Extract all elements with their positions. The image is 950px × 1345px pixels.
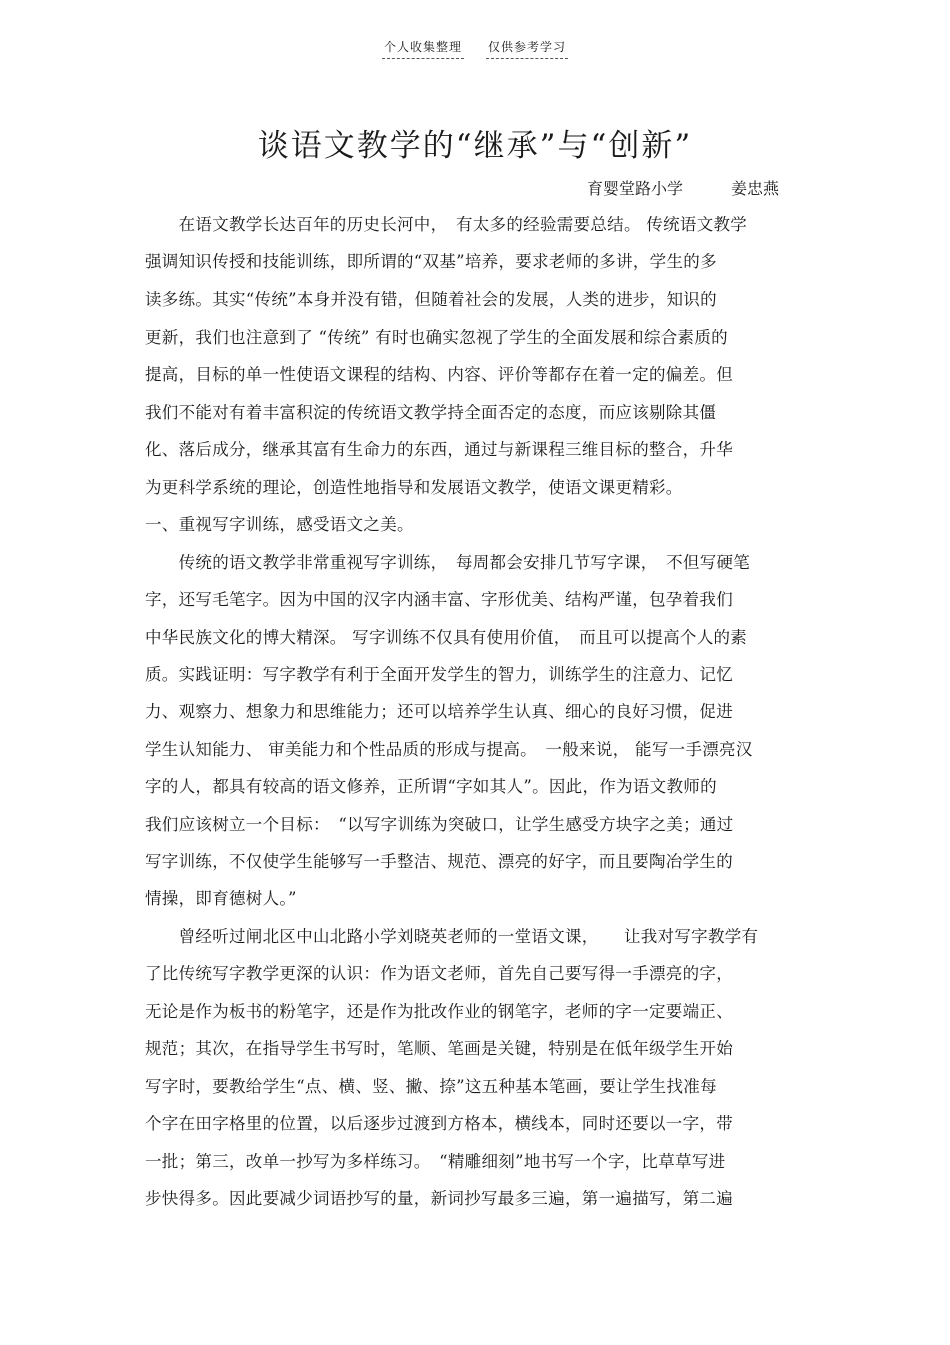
text-line: 步快得多。因此要减少词语抄写的量，新词抄写最多三遍，第一遍描写，第二遍 <box>145 1189 733 1208</box>
text-line: 我们应该树立一个目标： “以写字训练为突破口，让学生感受方块字之美；通过 <box>145 815 734 834</box>
text-line: 学生认知能力、 审美能力和个性品质的形成与提高。 一般来说， 能写一手漂亮汉 <box>145 740 753 759</box>
text-line: 情操，即育德树人。” <box>145 889 297 908</box>
text-line: 曾经听过闸北区中山北路小学刘晓英老师的一堂语文课， 让我对写字教学有 <box>145 927 759 946</box>
text-line: 提高，目标的单一性使语文课程的结构、内容、评价等都存在着一定的偏差。但 <box>145 365 733 384</box>
page-header <box>0 38 950 59</box>
text-line: 一批；第三，改单一抄写为多样练习。 “精雕细刻”地书写一个字，比草草写进 <box>145 1152 726 1171</box>
author-name: 姜忠燕 <box>731 179 780 198</box>
author-school: 育婴堂路小学 <box>587 179 684 198</box>
text-line: 字，还写毛笔字。因为中国的汉字内涵丰富、字形优美、结构严谨，包孕着我们 <box>145 590 733 609</box>
text-line: 力、观察力、想象力和思维能力；还可以培养学生认真、细心的良好习惯，促进 <box>145 702 733 721</box>
text-line: 我们不能对有着丰富积淀的传统语文教学持全面否定的态度，而应该剔除其僵 <box>145 403 717 422</box>
text-line: 读多练。其实“传统”本身并没有错，但随着社会的发展，人类的进步，知识的 <box>145 290 717 309</box>
section-heading: 一、重视写字训练，感受语文之美。 <box>145 515 414 534</box>
text-line: 强调知识传授和技能训练，即所谓的“双基”培养，要求老师的多讲，学生的多 <box>145 252 717 271</box>
text-line: 无论是作为板书的粉笔字，还是作为批改作业的钢笔字，老师的字一定要端正、 <box>145 1002 733 1021</box>
text-line: 更新，我们也注意到了 “传统” 有时也确实忽视了学生的全面发展和综合素质的 <box>145 328 728 347</box>
text-line: 字的人，都具有较高的语文修养，正所谓“字如其人”。因此，作为语文教师的 <box>145 777 717 796</box>
text-line: 中华民族文化的博大精深。 写字训练不仅具有使用价值， 而且可以提高个人的素 <box>145 628 748 647</box>
text-line: 了比传统写字教学更深的认识：作为语文老师，首先自己要写得一手漂亮的字， <box>145 964 733 983</box>
document-title: 谈语文教学的“继承”与“创新” <box>257 128 693 164</box>
text-line: 传统的语文教学非常重视写字训练， 每周都会安排几节写字课， 不但写硬笔 <box>145 553 751 572</box>
header-left-text: 个人收集整理 <box>382 38 464 59</box>
text-line: 写字时，要教给学生“点、横、竖、撇、捺”这五种基本笔画，要让学生找准每 <box>145 1077 717 1096</box>
text-line: 规范；其次，在指导学生书写时，笔顺、笔画是关键，特别是在低年级学生开始 <box>145 1039 733 1058</box>
text-line: 写字训练，不仅使学生能够写一手整洁、规范、漂亮的好字，而且要陶冶学生的 <box>145 852 733 871</box>
text-line: 个字在田字格里的位置，以后逐步过渡到方格本，横线本，同时还要以一字，带 <box>145 1114 733 1133</box>
text-line: 为更科学系统的理论，创造性地指导和发展语文教学，使语文课更精彩。 <box>145 478 683 497</box>
text-line: 质。实践证明：写字教学有利于全面开发学生的智力，训练学生的注意力、记忆 <box>145 665 733 684</box>
text-line: 化、落后成分，继承其富有生命力的东西，通过与新课程三维目标的整合，升华 <box>145 440 733 459</box>
text-line: 在语文教学长达百年的历史长河中， 有太多的经验需要总结。 传统语文教学 <box>145 215 748 234</box>
author-line <box>587 176 779 199</box>
header-right-text: 仅供参考学习 <box>486 38 568 59</box>
